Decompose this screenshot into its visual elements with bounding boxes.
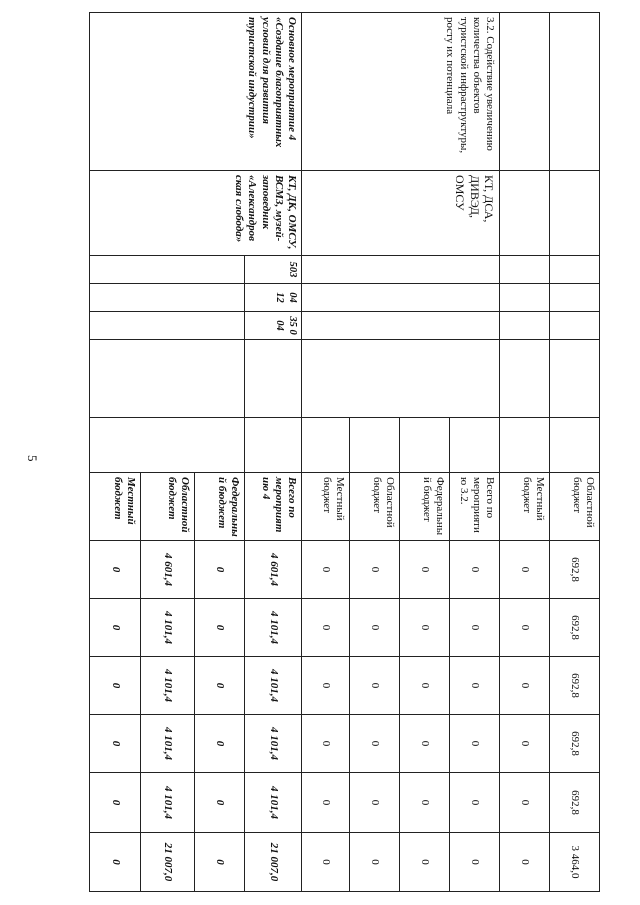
executor-3-2: КТ, ДСА, ДИВЭД, ОМСУ bbox=[302, 171, 500, 256]
activity-4: Основное мероприятие 4 «Создание благоприятных условий для развития туристской индустрии» bbox=[90, 13, 302, 171]
source-cell: Местный бюджет bbox=[500, 473, 550, 541]
table-row: Местный бюджет 0 0 0 0 0 0 bbox=[302, 13, 350, 892]
table-row: Основное мероприятие 4 «Создание благоприятных условий для развития туристской индустрии» КТ, ДК, ОМСУ, ВСМЗ, музей-заповедник «Александров ская слобода» 503 04 12 35 0 04 Всего по мероприят ию 4 4 601,4 4 101,4 4 101,4 4 101,4 4 101,4 21 007,0 bbox=[245, 13, 302, 892]
page-number: 5 bbox=[25, 455, 40, 462]
code-csr: 35 0 04 bbox=[245, 312, 302, 340]
rotated-table-page bbox=[109, 12, 600, 892]
table-row: Областной бюджет 692,8 692,8 692,8 692,8 692,8 3 464,0 bbox=[550, 13, 600, 892]
code-rzpr: 04 12 bbox=[245, 284, 302, 312]
source-cell: Областной бюджет bbox=[550, 473, 600, 541]
source-cell: Федеральны й бюджет bbox=[195, 473, 245, 541]
source-cell: Местный бюджет bbox=[302, 473, 350, 541]
source-cell: Областной бюджет bbox=[350, 473, 400, 541]
table-row: Областной бюджет 4 601,4 4 101,4 4 101,4 4 101,4 4 101,4 21 007,0 bbox=[141, 13, 195, 892]
table-row: Федеральны й бюджет 0 0 0 0 0 0 bbox=[400, 13, 450, 892]
table-row: 3.2. Содействие увеличению количества объектов туристской инфраструктуры, росту их потенциала КТ, ДСА, ДИВЭД, ОМСУ Всего по мероприяти ю 3.2. 0 0 0 0 0 0 bbox=[450, 13, 500, 892]
source-cell: Областной бюджет bbox=[141, 473, 195, 541]
table-row: Федеральны й бюджет 0 0 0 0 0 0 bbox=[195, 13, 245, 892]
executor-4: КТ, ДК, ОМСУ, ВСМЗ, музей-заповедник «Александров ская слобода» bbox=[90, 171, 302, 256]
table-row: Областной бюджет 0 0 0 0 0 0 bbox=[350, 13, 400, 892]
table-row: Местный бюджет 0 0 0 0 0 0 bbox=[90, 13, 141, 892]
source-cell: Местный бюджет bbox=[90, 473, 141, 541]
table-row: Местный бюджет 0 0 0 0 0 0 bbox=[500, 13, 550, 892]
source-cell: Всего по мероприят ию 4 bbox=[245, 473, 302, 541]
budget-table bbox=[89, 12, 600, 892]
source-cell: Федеральны й бюджет bbox=[400, 473, 450, 541]
source-cell: Всего по мероприяти ю 3.2. bbox=[450, 473, 500, 541]
activity-3-2: 3.2. Содействие увеличению количества объектов туристской инфраструктуры, росту их потенциала bbox=[302, 13, 500, 171]
code-grbs: 503 bbox=[245, 256, 302, 284]
